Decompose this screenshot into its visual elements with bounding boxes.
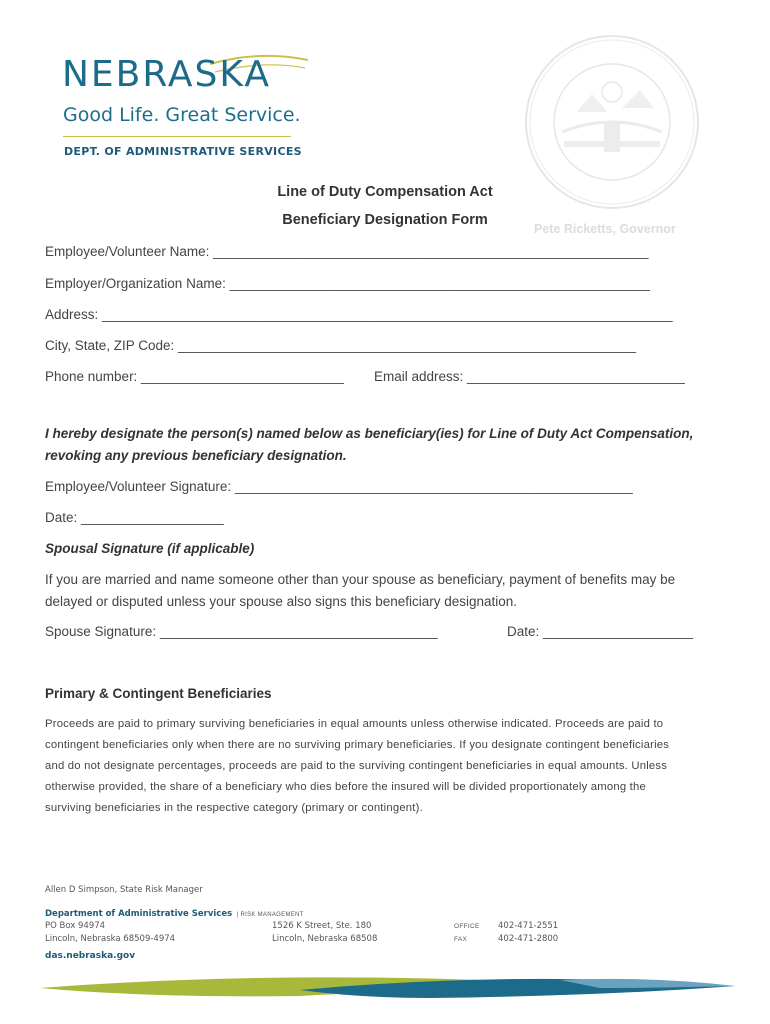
address-field[interactable]: Address: ____________________________________________________________________________ (45, 307, 673, 322)
spousal-note-1: If you are married and name someone other than your spouse as beneficiary, payment of benefits may be (45, 572, 676, 587)
phone-field[interactable]: Phone number: ___________________________ (45, 369, 344, 384)
footer-website-link[interactable]: das.nebraska.gov (45, 951, 136, 961)
designation-statement-1: I hereby designate the person(s) named below as beneficiary(ies) for Line of Duty Act Compensation, (45, 426, 694, 441)
footer-office-phone: 402-471-2551 (498, 921, 559, 931)
form-title-designation: Beneficiary Designation Form (282, 212, 488, 228)
employer-name-field[interactable]: Employer/Organization Name: ________________________________________________________ (45, 276, 651, 291)
spousal-heading: Spousal Signature (if applicable) (45, 541, 255, 556)
footer-department-line (45, 903, 304, 921)
beneficiaries-line: otherwise provided, the share of a beneficiary who dies before the insured will be divided proportionately among the (45, 781, 646, 793)
form-title-act: Line of Duty Compensation Act (277, 184, 493, 200)
footer-po-box: PO Box 94974 (45, 921, 106, 931)
footer-manager: Allen D Simpson, State Risk Manager (45, 885, 203, 895)
employee-name-field[interactable]: Employee/Volunteer Name: __________________________________________________________ (45, 244, 649, 259)
governor-name: Pete Ricketts, Governor (534, 222, 676, 236)
employee-signature-field[interactable]: Employee/Volunteer Signature: _____________________________________________________ (45, 479, 633, 494)
beneficiaries-text (45, 714, 735, 819)
beneficiaries-line: surviving beneficiaries in the respective category (primary or contingent). (45, 802, 423, 814)
footer-street-city: Lincoln, Nebraska 68508 (272, 934, 378, 944)
footer-swoosh-icon (0, 968, 770, 1008)
logo-tagline: Good Life. Great Service. (63, 104, 301, 126)
footer-department: Department of Administrative Services (45, 909, 233, 919)
beneficiaries-line: contingent beneficiaries only when there are no surviving primary beneficiaries. If you designate contingent beneficiaries (45, 739, 670, 751)
footer-fax-label: FAX (454, 936, 468, 943)
footer-street: 1526 K Street, Ste. 180 (272, 921, 372, 931)
logo-divider (63, 136, 291, 137)
date-field[interactable]: Date: ___________________ (45, 510, 224, 525)
logo-department: DEPT. OF ADMINISTRATIVE SERVICES (64, 145, 302, 158)
city-state-zip-field[interactable]: City, State, ZIP Code: _____________________________________________________________ (45, 338, 637, 353)
footer-fax-phone: 402-471-2800 (498, 934, 559, 944)
spousal-note-2: delayed or disputed unless your spouse also signs this beneficiary designation. (45, 594, 518, 609)
email-field[interactable]: Email address: _____________________________ (374, 369, 685, 384)
spouse-date-field[interactable]: Date: ____________________ (507, 624, 694, 639)
logo-title: NEBRASKA (62, 54, 272, 95)
beneficiaries-heading: Primary & Contingent Beneficiaries (45, 686, 272, 701)
footer-office-label: OFFICE (454, 923, 480, 930)
beneficiaries-line: Proceeds are paid to primary surviving beneficiaries in equal amounts unless otherwise indicated. Proceeds are paid to (45, 718, 664, 730)
spouse-signature-field[interactable]: Spouse Signature: _____________________________________ (45, 624, 438, 639)
beneficiaries-line: and do not designate percentages, proceeds are paid to the surviving contingent beneficiaries in equal amounts. Unless (45, 760, 668, 772)
footer-po-city: Lincoln, Nebraska 68509-4974 (45, 934, 176, 944)
designation-statement-2: revoking any previous beneficiary designation. (45, 448, 347, 463)
footer-division: | RISK MANAGEMENT (236, 912, 304, 918)
